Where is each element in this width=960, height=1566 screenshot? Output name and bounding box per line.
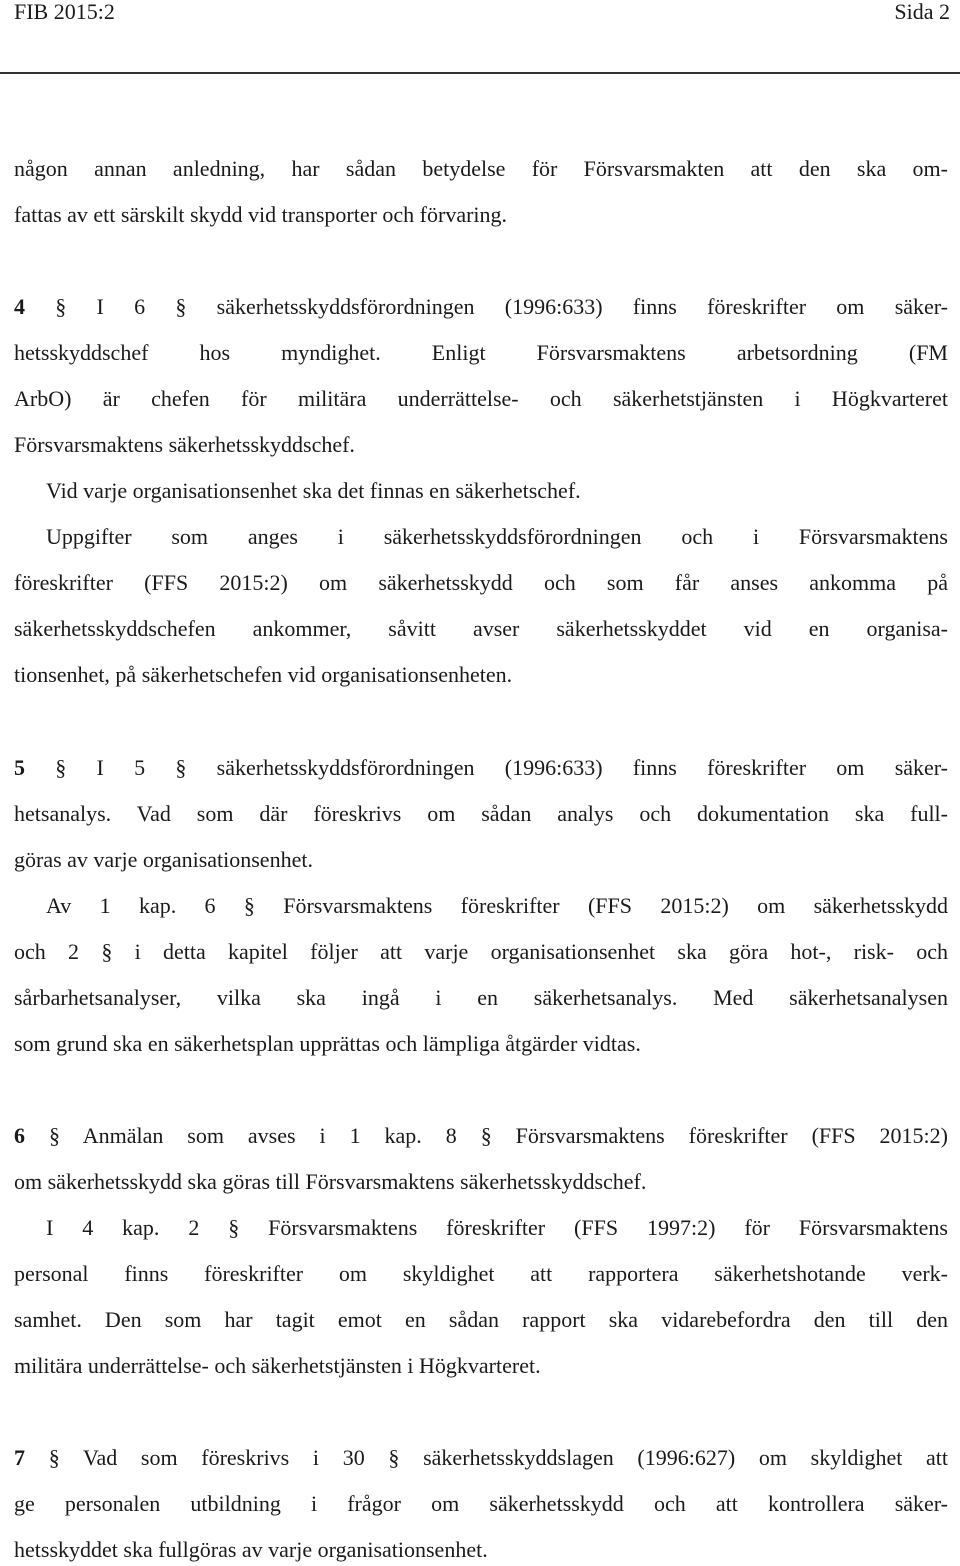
header-divider (0, 72, 960, 74)
section-number: 7 (14, 1445, 25, 1470)
text-line: och 2 § i detta kapitel följer att varje organisationsenhet ska göra hot-, risk- och (14, 939, 948, 964)
section-number: 6 (14, 1123, 25, 1148)
text-line: hetsanalys. Vad som där föreskrivs om sådan analys och dokumentation ska full- (14, 801, 948, 826)
text-line: göras av varje organisationsenhet. (14, 847, 313, 872)
text-line: Vid varje organisationsenhet ska det finnas en säkerhetschef. (46, 478, 581, 503)
text-line: Uppgifter som anges i säkerhetsskyddsförordningen och i Försvarsmaktens (46, 524, 948, 549)
text-line: säkerhetsskyddschefen ankommer, såvitt avser säkerhetsskyddet vid en organisa- (14, 616, 948, 641)
text-line: hetsskyddet ska fullgöras av varje organisationsenhet. (14, 1537, 488, 1562)
text-line: Försvarsmaktens säkerhetsskyddschef. (14, 432, 355, 457)
page-header (0, 0, 960, 40)
text-line: I 4 kap. 2 § Försvarsmaktens föreskrifter (FFS 1997:2) för Försvarsmaktens (46, 1215, 948, 1240)
section-number: 4 (14, 294, 25, 319)
section-7-heading-line: 7 § Vad som föreskrivs i 30 § säkerhetsskyddslagen (1996:627) om skyldighet att (14, 1445, 948, 1470)
text-line: hetsskyddschef hos myndighet. Enligt Försvarsmaktens arbetsordning (FM (14, 340, 948, 365)
text-line: om säkerhetsskydd ska göras till Försvarsmaktens säkerhetsskyddschef. (14, 1169, 647, 1194)
section-6-heading-line: 6 § Anmälan som avses i 1 kap. 8 § Försvarsmaktens föreskrifter (FFS 2015:2) (14, 1123, 948, 1148)
text-line: fattas av ett särskilt skydd vid transporter och förvaring. (14, 202, 508, 227)
text-line: som grund ska en säkerhetsplan upprättas och lämpliga åtgärder vidtas. (14, 1031, 641, 1056)
text-line: Av 1 kap. 6 § Försvarsmaktens föreskrifter (FFS 2015:2) om säkerhetsskydd (46, 893, 948, 918)
text-line: ArbO) är chefen för militära underrättelse- och säkerhetstjänsten i Högkvarteret (14, 386, 948, 411)
section-4-heading-line: 4 § I 6 § säkerhetsskyddsförordningen (1996:633) finns föreskrifter om säker- (14, 294, 948, 319)
text-line: samhet. Den som har tagit emot en sådan rapport ska vidarebefordra den till den (14, 1307, 948, 1332)
section-5-heading-line: 5 § I 5 § säkerhetsskyddsförordningen (1996:633) finns föreskrifter om säker- (14, 755, 948, 780)
text-line: personal finns föreskrifter om skyldighet att rapportera säkerhetshotande verk- (14, 1261, 948, 1286)
text-line: sårbarhetsanalyser, vilka ska ingå i en säkerhetsanalys. Med säkerhetsanalysen (14, 985, 948, 1010)
text-line: tionsenhet, på säkerhetschefen vid organisationsenheten. (14, 662, 513, 687)
text-line: föreskrifter (FFS 2015:2) om säkerhetsskydd och som får anses ankomma på (14, 570, 948, 595)
document-id: FIB 2015:2 (14, 0, 115, 24)
page-number: Sida 2 (894, 0, 950, 24)
section-number: 5 (14, 755, 25, 780)
text-line: militära underrättelse- och säkerhetstjänsten i Högkvarteret. (14, 1353, 541, 1378)
text-line: någon annan anledning, har sådan betydelse för Försvarsmakten att den ska om- (14, 156, 948, 181)
text-line: ge personalen utbildning i frågor om säkerhetsskydd och att kontrollera säker- (14, 1491, 948, 1516)
